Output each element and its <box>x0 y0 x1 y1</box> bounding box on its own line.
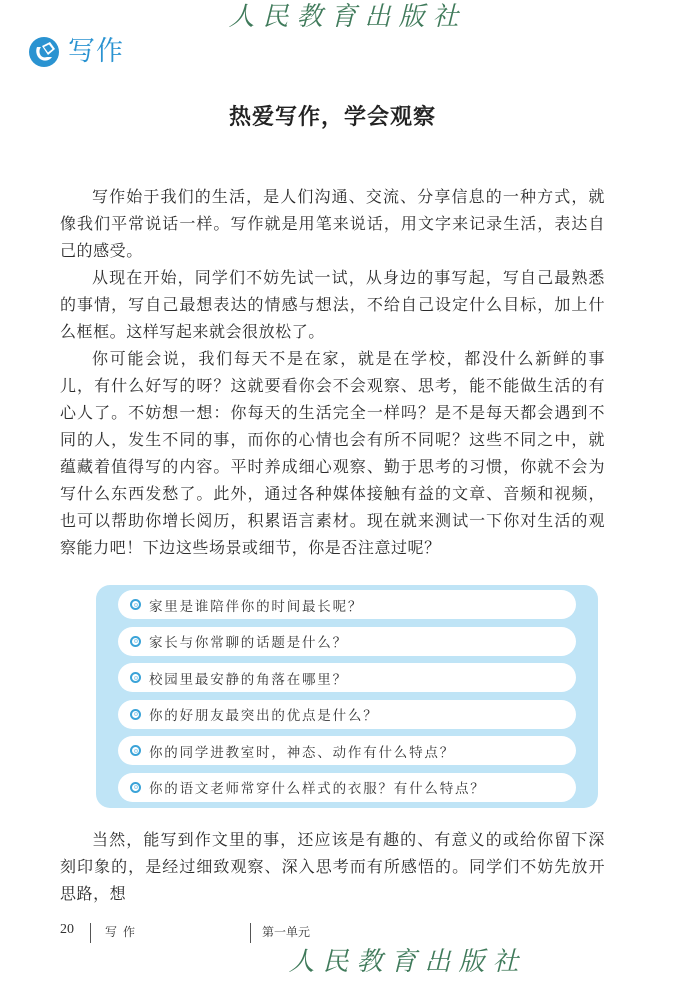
publisher-logo-bottom: 人民教育出版社 <box>288 947 527 977</box>
double-ring-bullet-icon <box>130 672 141 683</box>
question-item <box>118 590 576 619</box>
page-number: 20 <box>60 922 74 937</box>
body-text-upper <box>60 183 605 561</box>
double-ring-bullet-icon <box>130 782 141 793</box>
footer-section-label: 写作 <box>105 925 142 939</box>
question-item <box>118 663 576 692</box>
footer-divider <box>90 923 91 943</box>
question-item <box>118 736 576 765</box>
paragraph: 你可能会说，我们每天不是在家，就是在学校，都没什么新鲜的事儿，有什么好写的呀？这就要看你会不会观察、思考，能不能做生活的有心人了。不妨想一想：你每天的生活完全一样吗？是不是每天都会遇到不同的人，发生不同的事，而你的心情也会有所不同呢？这些不同之中，就蕴藏着值得写的内容。平时养成细心观察、勤于思考的习惯，你就不会为写什么东西发愁了。此外，通过各种媒体接触有益的文章、音频和视频，也可以帮助你增长阅历，积累语言素材。现在就来测试一下你对生活的观察能力吧！下边这些场景或细节，你是否注意过呢？ <box>60 349 605 557</box>
question-text: 你的语文老师常穿什么样式的衣服？有什么特点？ <box>149 781 486 797</box>
question-item <box>118 627 576 656</box>
footer-divider <box>250 923 251 943</box>
double-ring-bullet-icon <box>130 709 141 720</box>
publisher-logo: 人民教育出版社 <box>228 2 467 32</box>
question-item <box>118 700 576 729</box>
double-ring-bullet-icon <box>130 599 141 610</box>
questions-box <box>96 585 598 808</box>
body-text-lower <box>60 826 605 907</box>
question-text: 你的好朋友最突出的优点是什么？ <box>149 708 379 724</box>
paragraph: 从现在开始，同学们不妨先试一试，从身边的事写起，写自己最熟悉的事情，写自己最想表达的情感与想法，不给自己设定什么目标，加上什么框框。这样写起来就会很放松了。 <box>60 268 605 341</box>
question-text: 校园里最安静的角落在哪里？ <box>149 671 348 688</box>
question-text: 家里是谁陪伴你的时间最长呢？ <box>149 598 364 615</box>
paragraph: 当然，能写到作文里的事，还应该是有趣的、有意义的或给你留下深刻印象的，是经过细致观察、深入思考而有所感悟的。同学们不妨先放开思路，想 <box>60 830 605 903</box>
page-title: 热爱写作，学会观察 <box>228 105 436 130</box>
double-ring-bullet-icon <box>130 745 141 756</box>
double-ring-bullet-icon <box>130 636 141 647</box>
section-header <box>28 36 124 68</box>
question-text: 你的同学进教室时，神态、动作有什么特点？ <box>149 744 455 761</box>
pen-nib-circle-icon <box>28 36 60 68</box>
footer-unit-label: 第一单元 <box>262 925 311 939</box>
question-text: 家长与你常聊的话题是什么？ <box>149 635 348 651</box>
question-item <box>118 773 576 802</box>
paragraph: 写作始于我们的生活，是人们沟通、交流、分享信息的一种方式，就像我们平常说话一样。写作就是用笔来说话，用文字来记录生活，表达自己的感受。 <box>60 187 605 260</box>
section-title: 写作 <box>68 36 124 67</box>
page-footer <box>60 920 620 946</box>
